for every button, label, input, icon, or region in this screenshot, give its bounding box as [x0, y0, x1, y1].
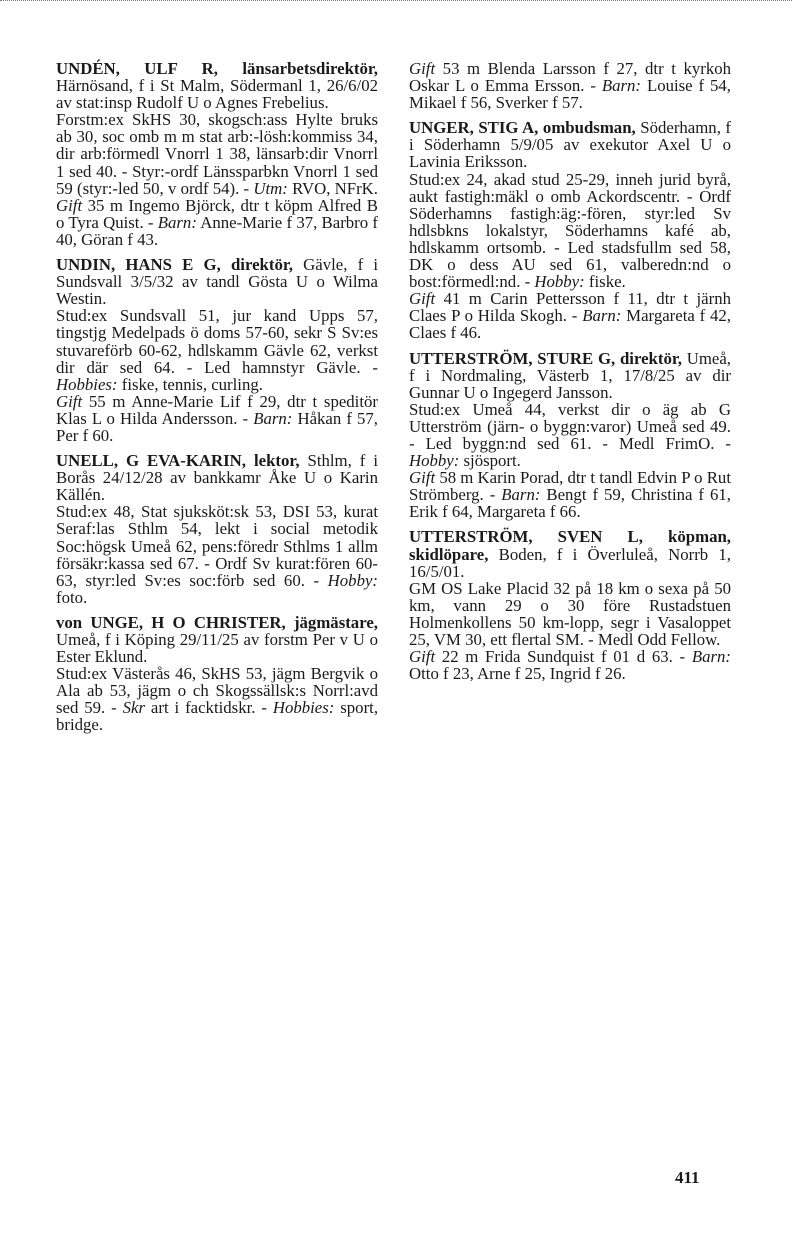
gift-label: Gift: [56, 391, 83, 411]
entry-name: UTTERSTRÖM, STURE G,: [409, 348, 616, 368]
barn-text: Louise f 54, Mikael f 56, Sverker f 57.: [409, 76, 732, 113]
hobby-label: Hobby:: [534, 272, 585, 292]
entry-utterstrom-sven: [409, 528, 731, 682]
left-column: [56, 60, 378, 742]
barn-label: Barn:: [601, 76, 642, 96]
hobby-text: sjösport.: [463, 451, 521, 471]
barn-label: Barn:: [582, 306, 622, 326]
entry-intro: Umeå, f i Köping 29/11/25 av forstm Per v U o Ester Eklund.: [56, 630, 378, 667]
entry-title: lektor,: [253, 451, 300, 471]
entry-unell: [56, 452, 378, 606]
entry-title: direktör,: [619, 348, 682, 368]
barn-label: Barn:: [253, 408, 293, 428]
gift-label: Gift: [409, 647, 436, 667]
entry-continuation: [409, 60, 731, 111]
entry-undin: [56, 256, 378, 444]
entry-career: Stud:ex Sundsvall 51, jur kand Upps 57, tingstjg Medelpads ö doms 57-60, sekr S Sv:es stuvareförb 60-62, hdlskamm Gävle 62, verkst dir där sed 64. - Led hamnstyr Gävle. -: [56, 306, 378, 377]
gift-text: 41 m Carin Pettersson f 11, dtr t järnh Claes P o Hilda Skogh. -: [409, 289, 731, 326]
entry-von-unge: [56, 614, 378, 734]
entry-unger: [409, 119, 731, 341]
gift-text: 35 m Ingemo Björck, dtr t köpm Alfred B o Tyra Quist. -: [56, 195, 378, 232]
entry-title: köpman, skidlöpare,: [409, 527, 731, 564]
entry-intro: Söderhamn, f i Söderhamn 5/9/05 av exekutor Axel U o Lavinia Eriksson.: [409, 118, 732, 172]
entry-intro: Boden, f i Överluleå, Norrb 1, 16/5/01.: [409, 544, 731, 581]
utm-label: Utm:: [253, 178, 288, 198]
entry-name: von UNGE, H O CHRISTER,: [56, 612, 286, 632]
page-number: 411: [675, 1168, 700, 1187]
hobby-label: Hobbies:: [272, 698, 335, 718]
entry-name: UTTERSTRÖM, SVEN L,: [409, 527, 643, 547]
entry-intro: Sthlm, f i Borås 24/12/28 av bankkamr Åke U o Karin Källén.: [56, 451, 378, 505]
entry-name: UNDÉN, ULF R,: [56, 59, 218, 78]
gift-label: Gift: [56, 195, 83, 215]
barn-label: Barn:: [501, 485, 541, 505]
entry-title: jägmästare,: [293, 612, 378, 632]
entry-intro: Umeå, f i Nordmaling, Västerb 1, 17/8/25 av dir Gunnar U o Ingegerd Jansson.: [409, 348, 731, 402]
entry-intro: Gävle, f i Sundsvall 3/5/32 av tandl Gösta U o Wilma Westin.: [56, 255, 378, 309]
barn-label: Barn:: [157, 212, 197, 232]
entry-name: UNELL, G EVA-KARIN,: [56, 451, 246, 471]
entry-career: GM OS Lake Placid 32 på 18 km o sexa på 50 km, vann 29 o 30 före Rustadstuen Holmenkollens 50 km-lopp, segr i Vasaloppet 25, VM 30, ett flertal SM. - Medl Odd Fellow.: [409, 578, 731, 649]
gift-text: 22 m Frida Sundquist f 01 d 63. -: [441, 647, 686, 667]
barn-text: Håkan f 57, Per f 60.: [56, 408, 378, 445]
barn-text: Otto f 23, Arne f 25, Ingrid f 26.: [409, 664, 626, 684]
entry-name: UNGER, STIG A,: [409, 118, 539, 138]
gift-label: Gift: [409, 59, 436, 78]
entry-career: Stud:ex 24, akad stud 25-29, inneh jurid byrå, aukt fastigh:mäkl o omb Ackordscentr. - Ordf Söderhamns fastigh:äg:-fören, styr:led Sv hdlsbkns lokalstyr, Söderhamns kafé ab, hdlskamm ortsomb. - Led stadsfullm sed 58, DK o dess AU sed 61, valberedn:nd o bost:förmedl:nd. -: [409, 169, 731, 292]
hobby-label: Hobby:: [327, 570, 378, 590]
utm-text: RVO, NFrK.: [292, 178, 378, 198]
gift-text: 55 m Anne-Marie Lif f 29, dtr t speditör Klas L o Hilda Andersson. -: [56, 391, 378, 428]
gift-label: Gift: [409, 289, 436, 309]
entry-career: Stud:ex Umeå 44, verkst dir o äg ab G Utterström (järn- o byggn:varor) Umeå sed 49. - Led byggn:nd sed 61. - Medl FrimO. -: [409, 399, 731, 453]
hobby-text: fiske.: [588, 272, 626, 292]
gift-text: 53 m Blenda Larsson f 27, dtr t kyrkoh Oskar L o Emma Ersson. -: [409, 59, 731, 96]
barn-text: Bengt f 59, Christina f 61, Erik f 64, Margareta f 66.: [409, 485, 731, 522]
hobby-text: foto.: [56, 587, 88, 607]
entry-title: ombudsman,: [542, 118, 636, 138]
barn-text: Margareta f 42, Claes f 46.: [409, 306, 731, 343]
entry-career: Stud:ex 48, Stat sjuksköt:sk 53, DSI 53, kurat Seraf:las Sthlm 54, lekt i social metodik Soc:högsk Umeå 62, pens:föredr Sthlms 1 allm försäkr:kassa sed 67. - Ordf Sv kurat:fören 60-63, styr:led Sv:es soc:förb sed 60. -: [56, 502, 378, 590]
hobby-text: sport, bridge.: [56, 698, 379, 735]
entry-intro: Härnösand, f i St Malm, Södermanl 1, 26/6/02 av stat:insp Rudolf U o Agnes Frebelius.: [56, 76, 378, 113]
entry-name: UNDIN, HANS E G,: [56, 255, 221, 275]
hobby-label: Hobby:: [409, 451, 460, 471]
entry-title: länsarbetsdirektör,: [242, 59, 378, 78]
skr-text: art i facktidskr. -: [150, 698, 267, 718]
barn-label: Barn:: [691, 647, 731, 667]
gift-label: Gift: [409, 468, 436, 488]
page-top-edge: [0, 0, 792, 2]
entry-utterstrom-sture: [409, 350, 731, 521]
skr-label: Skr: [122, 698, 146, 718]
gift-text: 58 m Karin Porad, dtr t tandl Edvin P o Rut Strömberg. -: [409, 468, 731, 505]
hobby-label: Hobbies:: [56, 374, 118, 394]
entry-career: Stud:ex Västerås 46, SkHS 53, jägm Bergvik o Ala ab 53, jägm o ch Skogssällsk:s Norrl:avd sed 59. -: [56, 664, 378, 718]
right-column: [409, 60, 731, 690]
barn-text: Anne-Marie f 37, Barbro f 40, Göran f 43.: [56, 212, 378, 249]
hobby-text: fiske, tennis, curling.: [121, 374, 263, 394]
entry-career: Forstm:ex SkHS 30, skogsch:ass Hylte bruks ab 30, soc omb m m stat arb:-lösh:kommiss 34, dir arb:förmedl Vnorrl 1 38, länsarb:dir Vnorrl 1 sed 40. - Styr:-ordf Länssparbkn Vnorrl 1 sed 59 (styr:-led 50, v ordf 54). -: [56, 110, 378, 198]
entry-unden: [56, 60, 378, 248]
entry-title: direktör,: [230, 255, 293, 275]
